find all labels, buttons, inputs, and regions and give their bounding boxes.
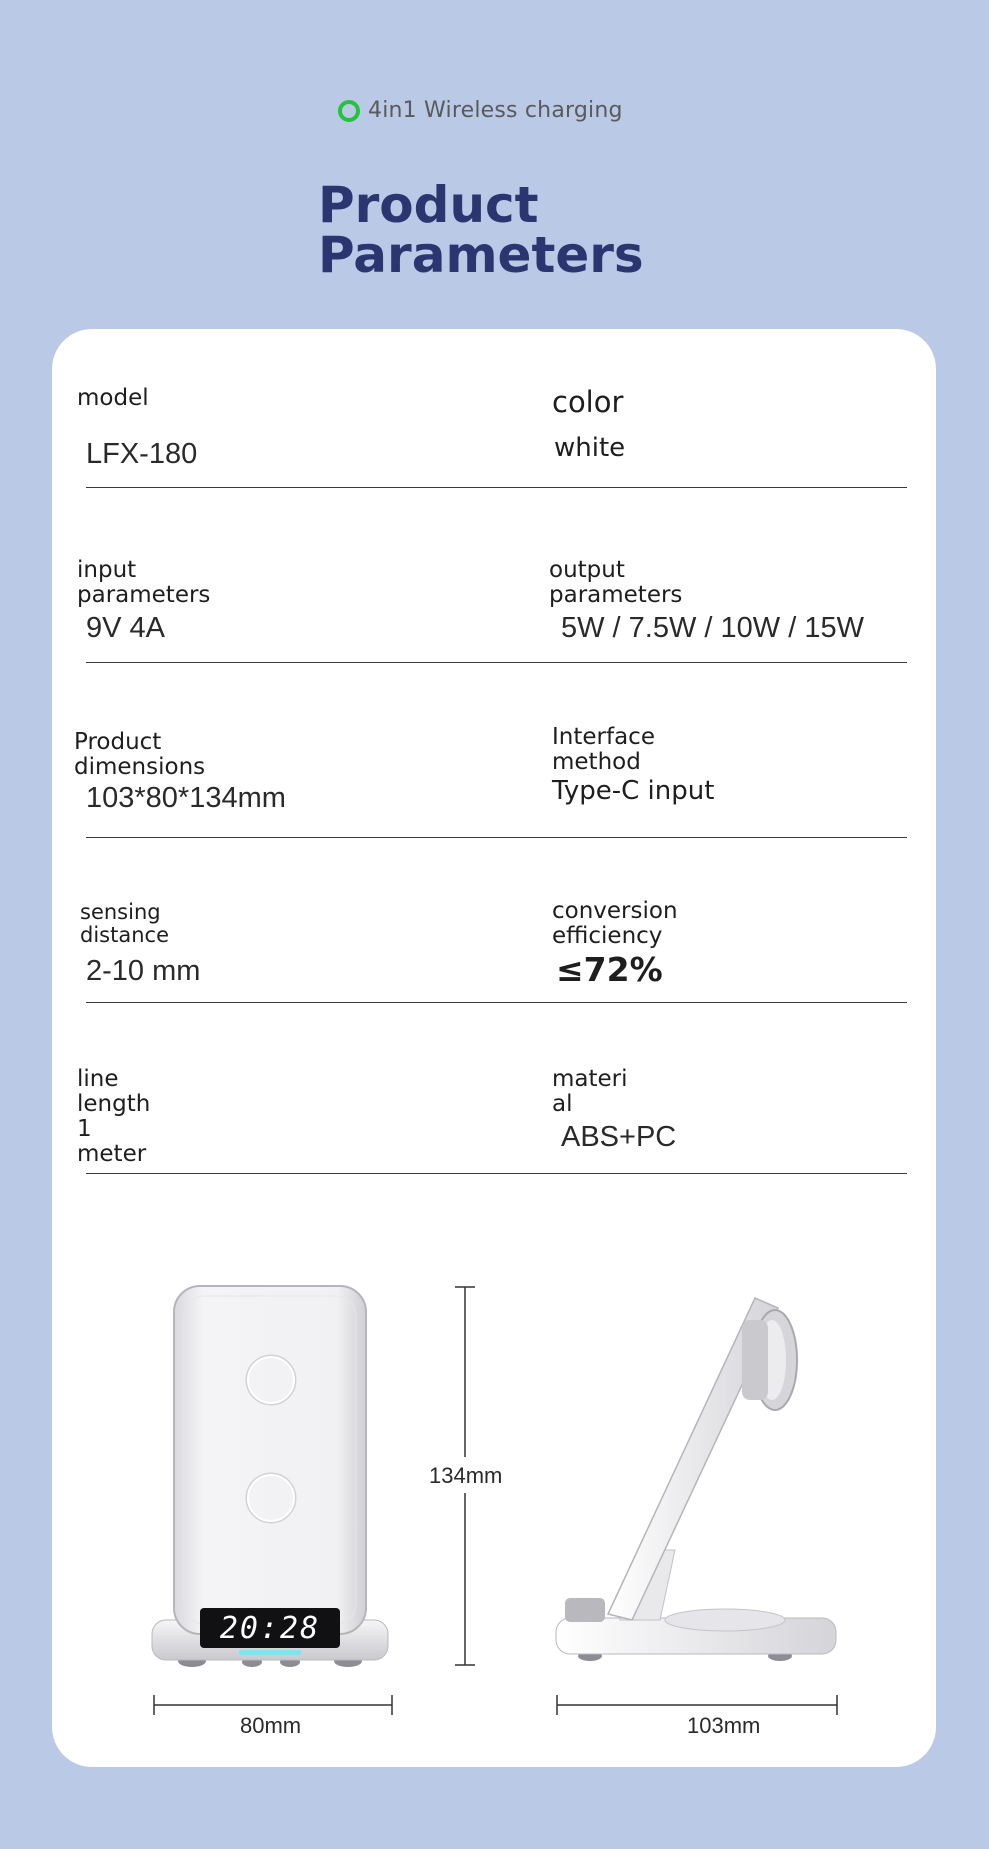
efficiency-label: conversion efficiency <box>552 898 678 949</box>
model-label: model <box>77 385 149 411</box>
clock-digits: 20:28 <box>219 1611 321 1646</box>
page-title <box>318 176 644 284</box>
charger-side-view <box>550 1280 840 1670</box>
height-label: 134mm <box>429 1463 503 1488</box>
input-value: 9V 4A <box>86 612 165 644</box>
divider <box>86 1173 907 1174</box>
interface-label: Interface method <box>552 724 655 775</box>
dimensions-value: 103*80*134mm <box>86 782 286 814</box>
output-label: output parameters <box>549 557 683 608</box>
model-value: LFX-180 <box>86 438 198 470</box>
circle-icon <box>338 100 360 122</box>
divider <box>86 487 907 488</box>
output-value: 5W / 7.5W / 10W / 15W <box>561 612 864 644</box>
charger-front-view <box>140 1270 400 1690</box>
divider <box>86 837 907 838</box>
page-title-line2: Parameters <box>318 226 644 284</box>
line-length-label: line length 1 meter <box>77 1066 151 1167</box>
interface-value: Type-C input <box>552 776 715 806</box>
divider <box>86 662 907 663</box>
sensing-value: 2-10 mm <box>86 955 201 987</box>
width-label: 80mm <box>240 1713 302 1738</box>
sensing-label: sensing distance <box>80 900 169 947</box>
depth-label: 103mm <box>687 1713 761 1738</box>
material-label: materi al <box>552 1066 628 1117</box>
page-title-line1: Product <box>318 176 539 234</box>
color-label: color <box>552 385 624 419</box>
header-tag <box>338 98 623 123</box>
dimensions-label: Product dimensions <box>74 729 206 780</box>
header-tag-text: 4in1 Wireless charging <box>368 98 623 123</box>
input-label: input parameters <box>77 557 211 608</box>
efficiency-value: ≤72% <box>556 950 663 989</box>
divider <box>86 1002 907 1003</box>
color-value: white <box>554 433 626 463</box>
material-value: ABS+PC <box>561 1121 677 1153</box>
